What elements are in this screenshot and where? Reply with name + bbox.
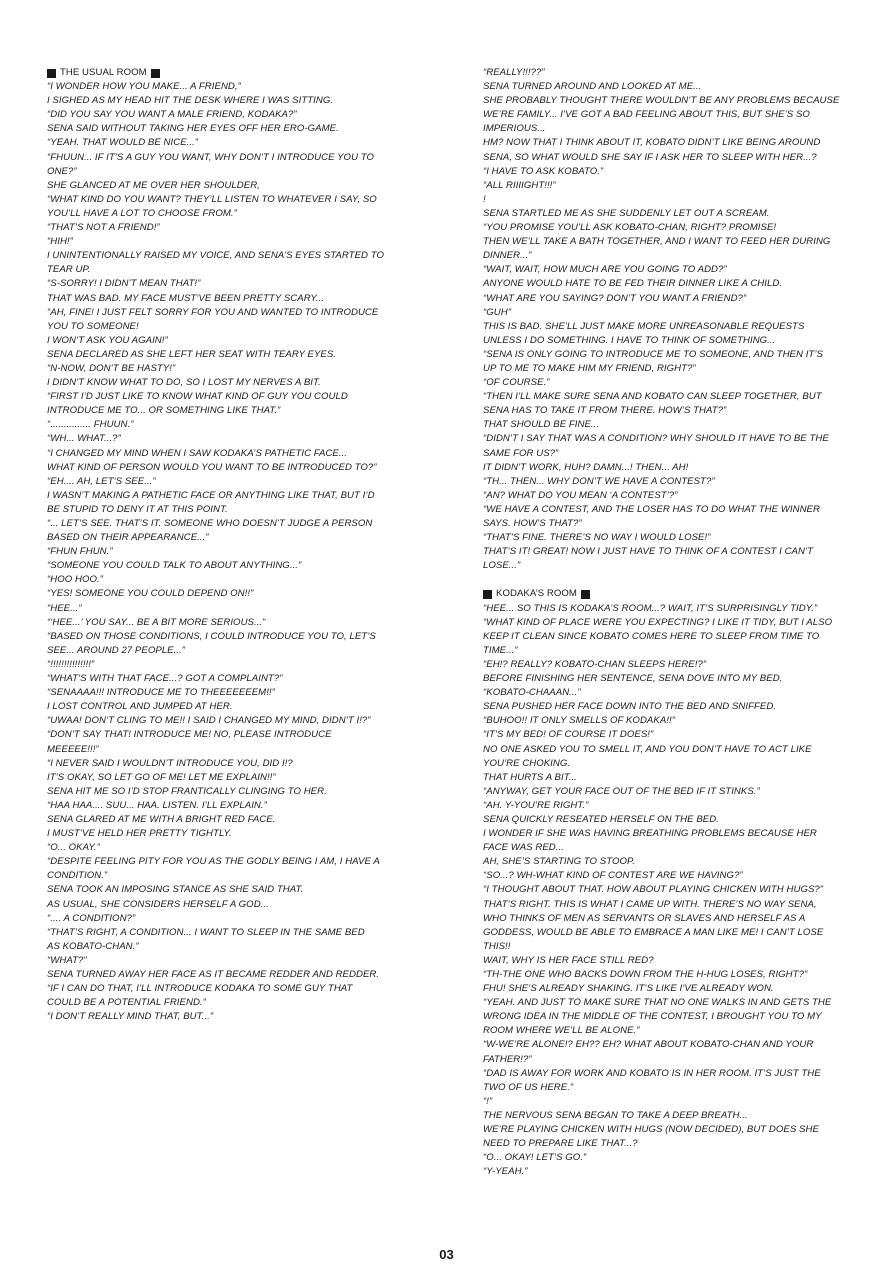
text-line: “I THOUGHT ABOUT THAT. HOW ABOUT PLAYING CHICKEN WITH HUGS?” bbox=[483, 884, 824, 896]
text-line: IT’S OKAY, SO LET GO OF ME! LET ME EXPLAIN!!” bbox=[47, 771, 276, 783]
text-line: “SO...? WH-WHAT KIND OF CONTEST ARE WE HAVING?” bbox=[483, 870, 743, 882]
text-line: ANYONE WOULD HATE TO BE FED THEIR DINNER LIKE A CHILD. bbox=[483, 278, 783, 290]
text-line: FATHER!?” bbox=[483, 1053, 532, 1065]
square-bullet-icon bbox=[47, 69, 56, 78]
text-line: “OF COURSE.” bbox=[483, 377, 550, 389]
square-bullet-icon bbox=[483, 590, 492, 599]
text-line: “THEN I’LL MAKE SURE SENA AND KOBATO CAN SLEEP TOGETHER, BUT bbox=[483, 391, 822, 403]
text-line: THAT’S RIGHT. THIS IS WHAT I CAME UP WITH. THERE’S NO WAY SENA, bbox=[483, 898, 817, 910]
text-line: SENA, SO WHAT WOULD SHE SAY IF I ASK HER TO SLEEP WITH HER...? bbox=[483, 151, 817, 163]
text-line: “HIH!” bbox=[47, 236, 73, 248]
text-line: “ANYWAY, GET YOUR FACE OUT OF THE BED IF IT STINKS.” bbox=[483, 785, 760, 797]
text-line: “WHAT?” bbox=[47, 954, 87, 966]
text-line: “WHAT KIND OF PLACE WERE YOU EXPECTING? I LIKE IT TIDY, BUT I ALSO bbox=[483, 616, 833, 628]
text-line: NEED TO PREPARE LIKE THAT...? bbox=[483, 1138, 638, 1150]
text-line: BASED ON THEIR APPEARANCE...” bbox=[47, 532, 209, 544]
text-line: “AH. Y-YOU’RE RIGHT.” bbox=[483, 799, 589, 811]
text-line: SAYS. HOW’S THAT?” bbox=[483, 518, 582, 529]
section-heading-text: KODAKA’S ROOM bbox=[496, 588, 577, 600]
text-line: “HOO HOO.” bbox=[47, 574, 103, 586]
text-line: “!” bbox=[483, 1095, 493, 1107]
text-line: “REALLY!!!??” bbox=[483, 67, 545, 78]
text-line: “WAIT, WAIT, HOW MUCH ARE YOU GOING TO ADD?” bbox=[483, 264, 727, 276]
text-line: AS USUAL, SHE CONSIDERS HERSELF A GOD... bbox=[47, 898, 269, 910]
text-line: THAT SHOULD BE FINE... bbox=[483, 419, 600, 431]
text-line: GODDESS, WOULD BE ABLE TO EMBRACE A MAN LIKE ME! I CAN’T LOSE bbox=[483, 926, 824, 938]
text-line: “DESPITE FEELING PITY FOR YOU AS THE GODLY BEING I AM, I HAVE A bbox=[47, 856, 380, 868]
square-bullet-icon bbox=[581, 590, 590, 599]
text-line: THIS IS BAD. SHE’LL JUST MAKE MORE UNREASONABLE REQUESTS bbox=[483, 320, 805, 332]
text-line: TWO OF US HERE.” bbox=[483, 1081, 574, 1093]
text-line: NO ONE ASKED YOU TO SMELL IT, AND YOU DON’T HAVE TO ACT LIKE bbox=[483, 743, 812, 755]
text-line: I WONDER IF SHE WAS HAVING BREATHING PROBLEMS BECAUSE HER bbox=[483, 828, 817, 840]
text-line: “YEAH. AND JUST TO MAKE SURE THAT NO ONE WALKS IN AND GETS THE bbox=[483, 997, 832, 1009]
text-line: SENA SAID WITHOUT TAKING HER EYES OFF HER ERO-GAME. bbox=[47, 123, 339, 135]
text-line: WE’RE FAMILY... I’VE GOT A BAD FEELING ABOUT THIS, BUT SHE’S SO bbox=[483, 109, 810, 121]
text-line: LOSE...” bbox=[483, 560, 521, 572]
section-heading-kodakas-room bbox=[483, 587, 883, 601]
text-line: “WHAT’S WITH THAT FACE...? GOT A COMPLAINT?” bbox=[47, 673, 283, 685]
text-line: WAIT, WHY IS HER FACE STILL RED? bbox=[483, 954, 654, 966]
text-line: KEEP IT CLEAN SINCE KOBATO COMES HERE TO SLEEP FROM TIME TO bbox=[483, 630, 820, 642]
text-line: “KOBATO-CHAAAN...” bbox=[483, 687, 581, 699]
text-line: “FHUUN... IF IT’S A GUY YOU WANT, WHY DON’T I INTRODUCE YOU TO bbox=[47, 151, 375, 163]
text-line: SENA TURNED AWAY HER FACE AS IT BECAME REDDER AND REDDER. bbox=[47, 969, 380, 980]
text-line: “BASED ON THOSE CONDITIONS, I COULD INTRODUCE YOU TO, LET’S bbox=[47, 630, 376, 642]
text-line: “... LET’S SEE. THAT’S IT. SOMEONE WHO DOESN’T JUDGE A PERSON bbox=[47, 518, 373, 529]
text-line: BE STUPID TO DENY IT AT THIS POINT. bbox=[47, 503, 228, 515]
text-line: “YOU PROMISE YOU’LL ASK KOBATO-CHAN, RIGHT? PROMISE! bbox=[483, 222, 777, 234]
text-line: “THAT’S RIGHT, A CONDITION... I WANT TO SLEEP IN THE SAME BED bbox=[47, 926, 365, 938]
text-line: “EH.... AH, LET’S SEE...” bbox=[47, 475, 156, 487]
text-line: “............... FHUUN.” bbox=[47, 419, 134, 431]
text-line: IMPERIOUS... bbox=[483, 123, 546, 135]
text-line: AH, SHE’S STARTING TO STOOP. bbox=[483, 856, 635, 868]
text-line: “I HAVE TO ASK KOBATO.” bbox=[483, 165, 604, 177]
section-gap bbox=[483, 573, 883, 587]
text-line: I UNINTENTIONALLY RAISED MY VOICE, AND SENA’S EYES STARTED TO bbox=[47, 250, 384, 262]
text-line: COULD BE A POTENTIAL FRIEND.” bbox=[47, 997, 206, 1009]
section-heading-text: THE USUAL ROOM bbox=[60, 67, 147, 78]
text-line: “WH... WHAT...?” bbox=[47, 433, 121, 445]
text-line: “WHAT ARE YOU SAYING? DON’T YOU WANT A FRIEND?” bbox=[483, 292, 747, 304]
text-line: SENA GLARED AT ME WITH A BRIGHT RED FACE. bbox=[47, 813, 276, 825]
text-line: “TH... THEN... WHY DON’T WE HAVE A CONTEST?” bbox=[483, 475, 715, 487]
text-line: ! bbox=[483, 193, 486, 205]
text-line: “UWAA! DON’T CLING TO ME!! I SAID I CHANGED MY MIND, DIDN’T I!?” bbox=[47, 715, 371, 727]
text-line: SENA HAS TO TAKE IT FROM THERE. HOW’S THAT?” bbox=[483, 405, 727, 417]
text-line: “WHAT KIND DO YOU WANT? THEY’LL LISTEN TO WHATEVER I SAY, SO bbox=[47, 193, 377, 205]
text-line: WHAT KIND OF PERSON WOULD YOU WANT TO BE INTRODUCED TO?” bbox=[47, 461, 377, 473]
left-column-body bbox=[47, 80, 447, 1024]
text-line: “Y-YEAH.” bbox=[483, 1166, 528, 1178]
text-line: “TH-THE ONE WHO BACKS DOWN FROM THE H-HUG LOSES, RIGHT?” bbox=[483, 969, 808, 980]
text-line: THAT’S IT! GREAT! NOW I JUST HAVE TO THINK OF A CONTEST I CAN’T bbox=[483, 546, 814, 558]
text-line: “N-NOW, DON’T BE HASTY!” bbox=[47, 362, 176, 374]
text-line: AS KOBATO-CHAN.” bbox=[47, 940, 139, 952]
text-line: “DAD IS AWAY FOR WORK AND KOBATO IS IN HER ROOM. IT’S JUST THE bbox=[483, 1067, 821, 1079]
section-heading-usual-room bbox=[47, 66, 447, 80]
text-line: “‘HEE...’ YOU SAY... BE A BIT MORE SERIOUS...” bbox=[47, 616, 266, 628]
text-line: “S-SORRY! I DIDN’T MEAN THAT!” bbox=[47, 278, 201, 290]
text-line: “HEE... SO THIS IS KODAKA’S ROOM...? WAIT, IT’S SURPRISINGLY TIDY.” bbox=[483, 602, 818, 614]
text-line: UNLESS I DO SOMETHING. I HAVE TO THINK OF SOMETHING... bbox=[483, 334, 776, 346]
text-line: YOU’RE CHOKING. bbox=[483, 757, 571, 769]
text-line: CONDITION.” bbox=[47, 870, 108, 882]
text-line: SENA STARTLED ME AS SHE SUDDENLY LET OUT A SCREAM. bbox=[483, 207, 770, 219]
text-line: THAT HURTS A BIT... bbox=[483, 771, 577, 783]
text-line: “!!!!!!!!!!!!!!!” bbox=[47, 658, 95, 670]
text-line: SENA DECLARED AS SHE LEFT HER SEAT WITH TEARY EYES. bbox=[47, 348, 337, 360]
text-line: I DIDN’T KNOW WHAT TO DO, SO I LOST MY NERVES A BIT. bbox=[47, 377, 321, 389]
square-bullet-icon bbox=[151, 69, 160, 78]
text-line: I SIGHED AS MY HEAD HIT THE DESK WHERE I WAS SITTING. bbox=[47, 95, 334, 107]
text-line: “YEAH. THAT WOULD BE NICE...” bbox=[47, 137, 199, 149]
text-line: SENA HIT ME SO I’D STOP FRANTICALLY CLINGING TO HER. bbox=[47, 785, 327, 797]
text-line: “SENAAAA!!! INTRODUCE ME TO THEEEEEEEM!!” bbox=[47, 687, 275, 699]
text-line: “YES! SOMEONE YOU COULD DEPEND ON!!” bbox=[47, 588, 254, 600]
text-line: “O... OKAY.” bbox=[47, 842, 100, 854]
text-line: SENA TOOK AN IMPOSING STANCE AS SHE SAID THAT. bbox=[47, 884, 304, 896]
text-line: TIME...” bbox=[483, 644, 518, 656]
text-line: SEE... AROUND 27 PEOPLE...” bbox=[47, 644, 186, 656]
text-line: WE’RE PLAYING CHICKEN WITH HUGS (NOW DECIDED), BUT DOES SHE bbox=[483, 1124, 819, 1136]
text-line: HM? NOW THAT I THINK ABOUT IT, KOBATO DIDN’T LIKE BEING AROUND bbox=[483, 137, 821, 149]
text-line: “W-WE’RE ALONE!? EH?? EH? WHAT ABOUT KOBATO-CHAN AND YOUR bbox=[483, 1039, 814, 1051]
right-column-body bbox=[483, 602, 883, 1180]
text-line: UP TO ME TO MAKE HIM MY FRIEND, RIGHT?” bbox=[483, 362, 696, 374]
text-line: I LOST CONTROL AND JUMPED AT HER. bbox=[47, 701, 233, 713]
text-line: “AN? WHAT DO YOU MEAN ‘A CONTEST’?” bbox=[483, 489, 678, 501]
text-line: “I CHANGED MY MIND WHEN I SAW KODAKA’S PATHETIC FACE... bbox=[47, 447, 348, 459]
text-line: SAME FOR US?” bbox=[483, 447, 559, 459]
text-line: DINNER...” bbox=[483, 250, 532, 262]
text-line: “IF I CAN DO THAT, I’LL INTRODUCE KODAKA TO SOME GUY THAT bbox=[47, 983, 353, 995]
text-line: THEN WE’LL TAKE A BATH TOGETHER, AND I WANT TO FEED HER DURING bbox=[483, 236, 831, 248]
text-line: IT DIDN’T WORK, HUH? DAMN...! THEN... AH! bbox=[483, 461, 689, 473]
right-text-column bbox=[483, 66, 883, 1179]
text-line: ROOM WHERE WE’LL BE ALONE.” bbox=[483, 1025, 640, 1037]
text-line: TEAR UP. bbox=[47, 264, 91, 276]
page-number: 03 bbox=[439, 1247, 454, 1262]
text-line: “FIRST I’D JUST LIKE TO KNOW WHAT KIND OF GUY YOU COULD bbox=[47, 391, 348, 403]
text-line: “DID YOU SAY YOU WANT A MALE FRIEND, KODAKA?” bbox=[47, 109, 297, 121]
text-line: WRONG IDEA IN THE MIDDLE OF THE CONTEST, I BROUGHT YOU TO MY bbox=[483, 1011, 822, 1023]
left-text-column bbox=[47, 66, 447, 1024]
text-line: ONE?” bbox=[47, 165, 77, 177]
text-line: “EH!? REALLY? KOBATO-CHAN SLEEPS HERE!?” bbox=[483, 658, 707, 670]
text-line: “ALL RIIIIGHT!!!” bbox=[483, 179, 556, 191]
text-line: “I NEVER SAID I WOULDN’T INTRODUCE YOU, DID I!? bbox=[47, 757, 293, 769]
text-line: THE NERVOUS SENA BEGAN TO TAKE A DEEP BREATH... bbox=[483, 1109, 748, 1121]
text-line: THIS!! bbox=[483, 940, 511, 952]
text-line: SENA QUICKLY RESEATED HERSELF ON THE BED. bbox=[483, 813, 719, 825]
text-line: “I WONDER HOW YOU MAKE... A FRIEND,” bbox=[47, 81, 241, 93]
text-line: THAT WAS BAD. MY FACE MUST’VE BEEN PRETTY SCARY... bbox=[47, 292, 325, 304]
text-line: “DIDN’T I SAY THAT WAS A CONDITION? WHY SHOULD IT HAVE TO BE THE bbox=[483, 433, 829, 445]
text-line: “GUH” bbox=[483, 306, 511, 318]
text-line: BEFORE FINISHING HER SENTENCE, SENA DOVE INTO MY BED. bbox=[483, 673, 783, 685]
text-line: I MUST’VE HELD HER PRETTY TIGHTLY. bbox=[47, 828, 232, 840]
text-line: “O... OKAY! LET’S GO.” bbox=[483, 1152, 587, 1164]
text-line: “.... A CONDITION?” bbox=[47, 912, 136, 924]
text-line: I WON’T ASK YOU AGAIN!” bbox=[47, 334, 168, 346]
text-line: “AH, FINE! I JUST FELT SORRY FOR YOU AND WANTED TO INTRODUCE bbox=[47, 306, 379, 318]
text-line: “BUHOO!! IT ONLY SMELLS OF KODAKA!!” bbox=[483, 715, 675, 727]
text-line: INTRODUCE ME TO... OR SOMETHING LIKE THAT.” bbox=[47, 405, 281, 417]
text-line: I WASN’T MAKING A PATHETIC FACE OR ANYTHING LIKE THAT, BUT I’D bbox=[47, 489, 375, 501]
text-line: YOU’LL HAVE A LOT TO CHOOSE FROM.” bbox=[47, 207, 237, 219]
text-line: “WE HAVE A CONTEST, AND THE LOSER HAS TO DO WHAT THE WINNER bbox=[483, 503, 820, 515]
right-column-continued-body bbox=[483, 66, 883, 573]
text-line: WHO THINKS OF MEN AS SERVANTS OR SLAVES AND HERSELF AS A bbox=[483, 912, 806, 924]
text-line: “THAT’S FINE. THERE’S NO WAY I WOULD LOSE!” bbox=[483, 532, 711, 544]
text-line: SHE GLANCED AT ME OVER HER SHOULDER, bbox=[47, 179, 260, 191]
text-line: FHU! SHE’S ALREADY SHAKING. IT’S LIKE I’VE ALREADY WON. bbox=[483, 983, 774, 995]
text-line: “I DON’T REALLY MIND THAT, BUT...” bbox=[47, 1011, 214, 1023]
text-line: YOU TO SOMEONE! bbox=[47, 320, 139, 332]
text-line: “IT’S MY BED! OF COURSE IT DOES!” bbox=[483, 729, 654, 741]
text-line: SHE PROBABLY THOUGHT THERE WOULDN’T BE ANY PROBLEMS BECAUSE bbox=[483, 95, 840, 107]
text-line: “FHUN FHUN.” bbox=[47, 546, 113, 558]
text-line: “SENA IS ONLY GOING TO INTRODUCE ME TO SOMEONE, AND THEN IT’S bbox=[483, 348, 823, 360]
text-line: FACE WAS RED... bbox=[483, 842, 564, 854]
text-line: SENA TURNED AROUND AND LOOKED AT ME... bbox=[483, 81, 702, 93]
text-line: “SOMEONE YOU COULD TALK TO ABOUT ANYTHING...” bbox=[47, 560, 302, 572]
text-line: “DON’T SAY THAT! INTRODUCE ME! NO, PLEASE INTRODUCE bbox=[47, 729, 332, 741]
text-line: “HEE...” bbox=[47, 602, 82, 614]
text-line: MEEEEE!!!” bbox=[47, 743, 99, 755]
text-line: SENA PUSHED HER FACE DOWN INTO THE BED AND SNIFFED. bbox=[483, 701, 777, 713]
text-line: “THAT’S NOT A FRIEND!” bbox=[47, 222, 160, 234]
text-line: “HAA HAA.... SUU... HAA. LISTEN. I’LL EXPLAIN.” bbox=[47, 799, 267, 811]
